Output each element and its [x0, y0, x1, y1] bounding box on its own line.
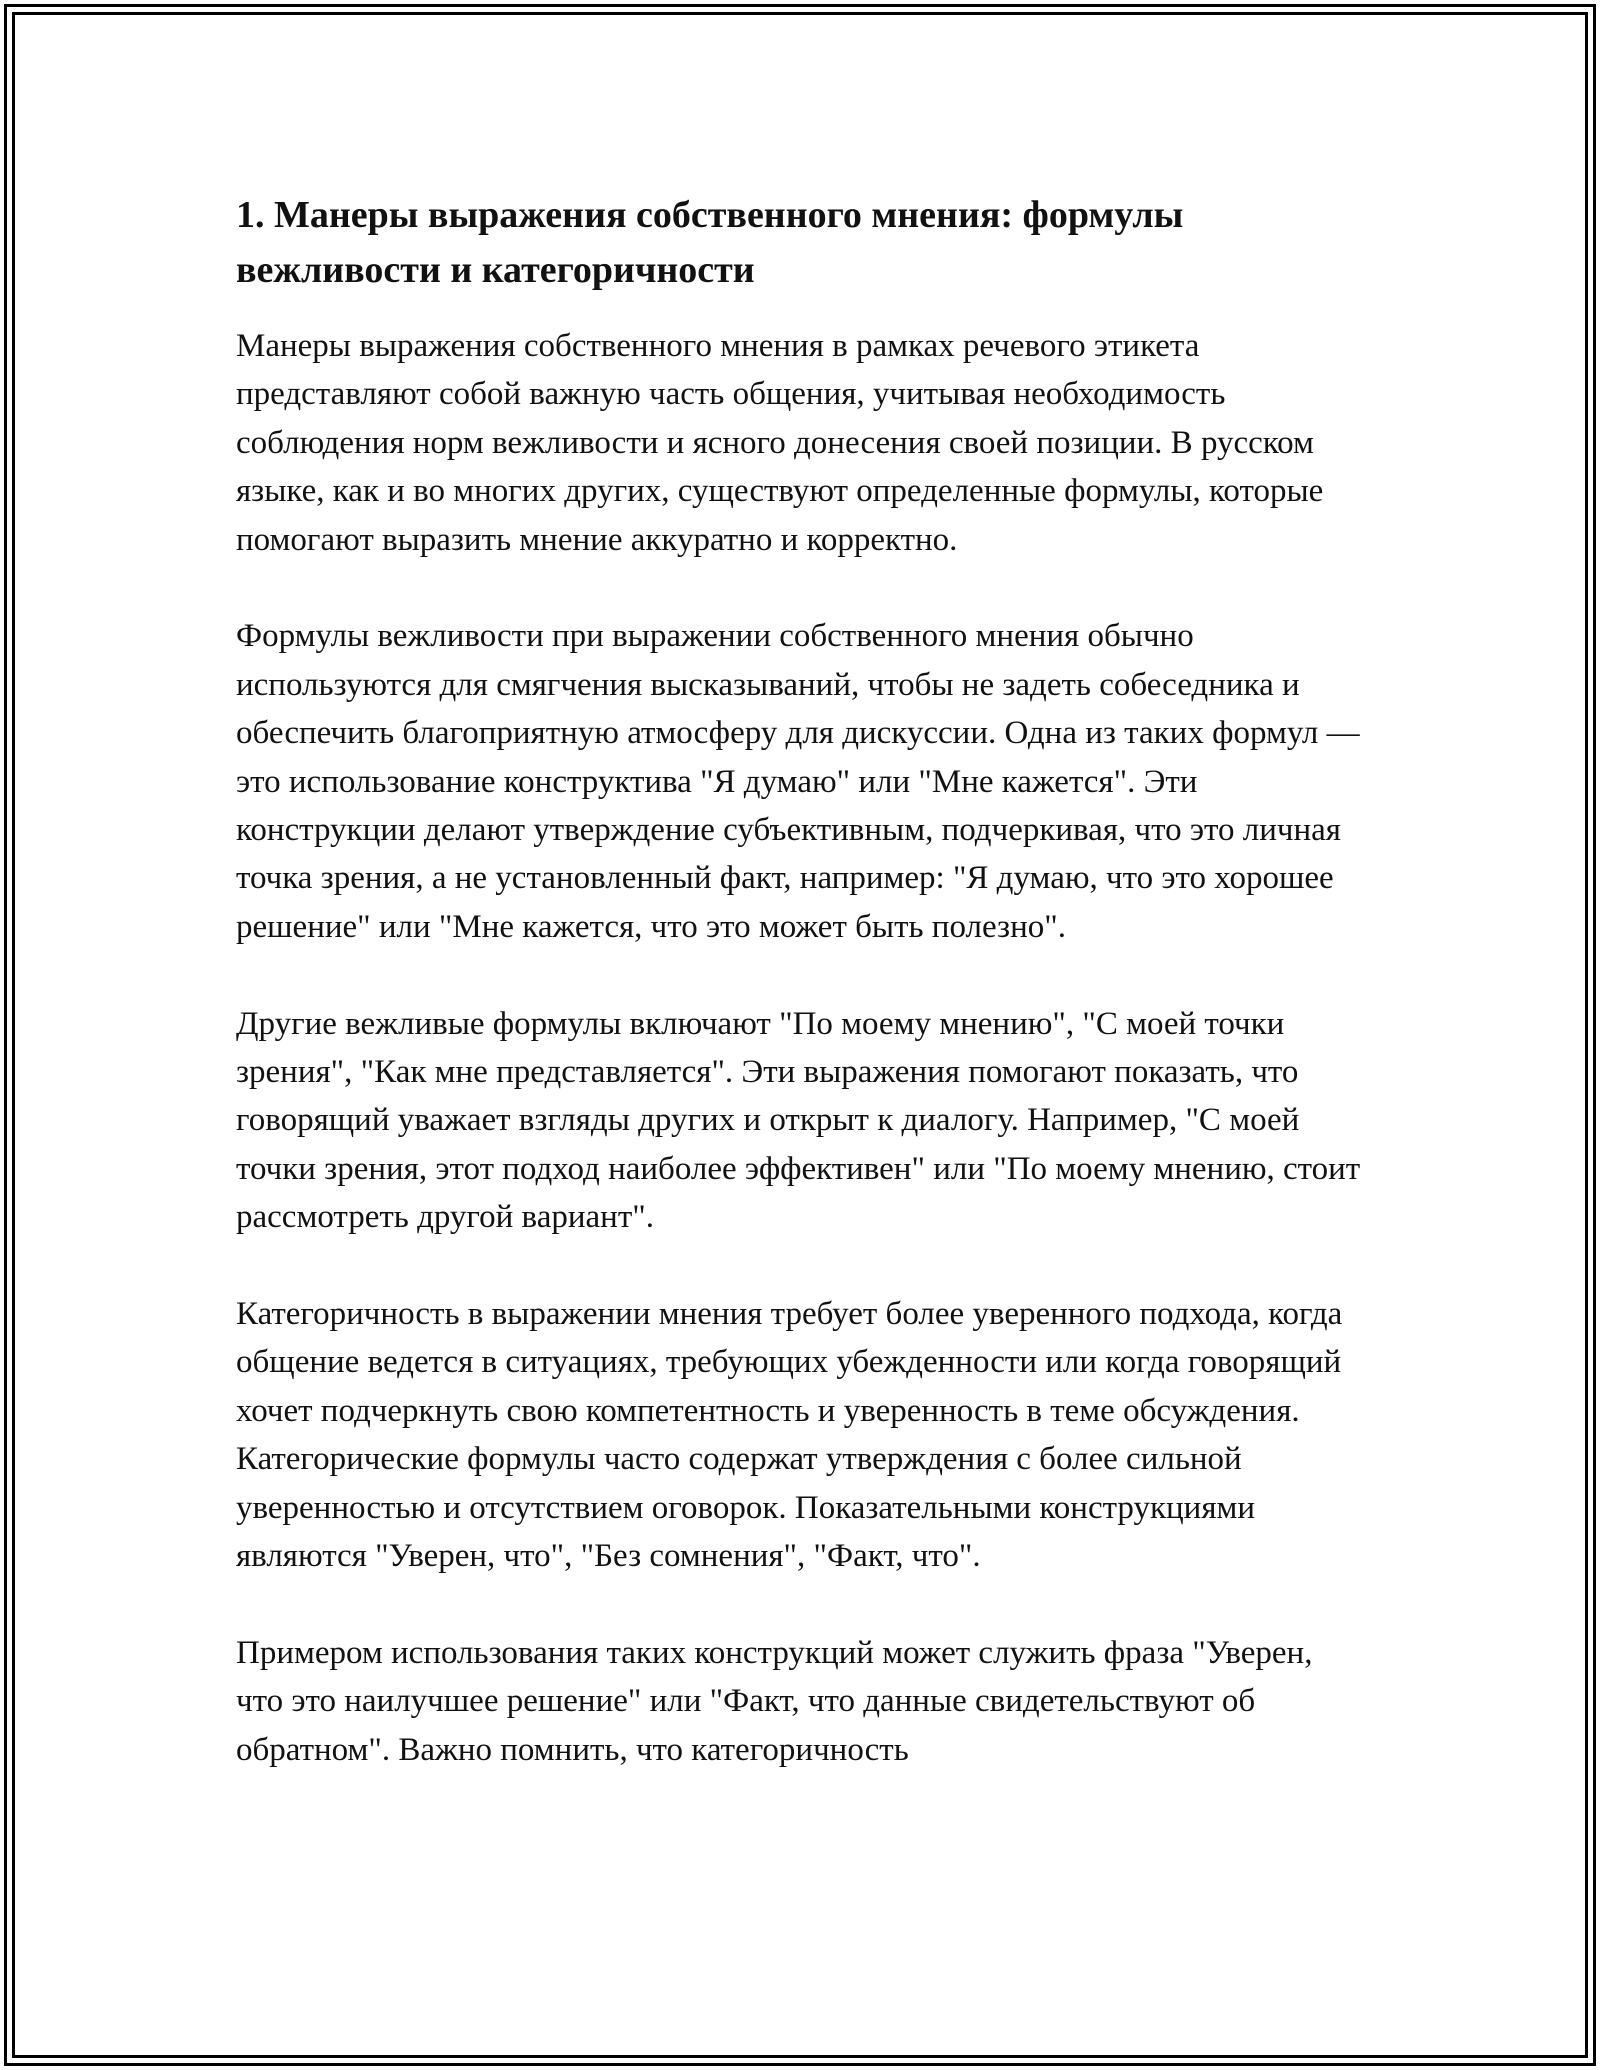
paragraph-politeness-intro: Манеры выражения собственного мнения в рамках речевого этикета представляют собой важную часть общения, учитывая необходимость соблюдения норм вежливости и ясного донесения своей позиции. В русском языке, как и во многих других, существуют определенные формулы, которые помогают выразить мнение аккуратно и корректно. — [236, 328, 1324, 558]
paragraph-politeness-formulas: Формулы вежливости при выражении собственного мнения обычно используются для смягчения высказываний, чтобы не задеть собеседника и обеспечить благоприятную атмосферу для дискуссии. Одна из таких формул — это использование конструктива "Я думаю" или "Мне кажется". Эти конструкции делают утверждение субъективным, подчеркивая, что это личная точка зрения, а не установленный факт, например: "Я думаю, что это хорошее решение" или "Мне кажется, что это может быть полезно". — [236, 618, 1360, 945]
section-heading: 1. Манеры выражения собственного мнения: формулы вежливости и категоричности — [236, 194, 1184, 291]
paragraph-categorical-examples: Примером использования таких конструкций может служить фраза "Уверен, что это наилучшее решение" или "Факт, что данные свидетельствуют об обратном". Важно помнить, что категоричность — [236, 1634, 1313, 1768]
document-body — [236, 188, 1366, 1823]
paragraph-other-polite-formulas: Другие вежливые формулы включают "По моему мнению", "С моей точки зрения", "Как мне представляется". Эти выражения помогают показать, что говорящий уважает взгляды других и открыт к диалогу. Например, "С моей точки зрения, этот подход наиболее эффективен" или "По моему мнению, стоит рассмотреть другой вариант". — [236, 1005, 1361, 1236]
paragraph-categoricalness: Категоричность в выражении мнения требует более уверенного подхода, когда общение ведется в ситуациях, требующих убежденности или когда говорящий хочет подчеркнуть свою компетентность и уверенность в теме обсуждения. Категорические формулы часто содержат утверждения с более сильной уверенностью и отсутствием оговорок. Показательными конструкциями являются "Уверен, что", "Без сомнения", "Факт, что". — [236, 1296, 1343, 1575]
